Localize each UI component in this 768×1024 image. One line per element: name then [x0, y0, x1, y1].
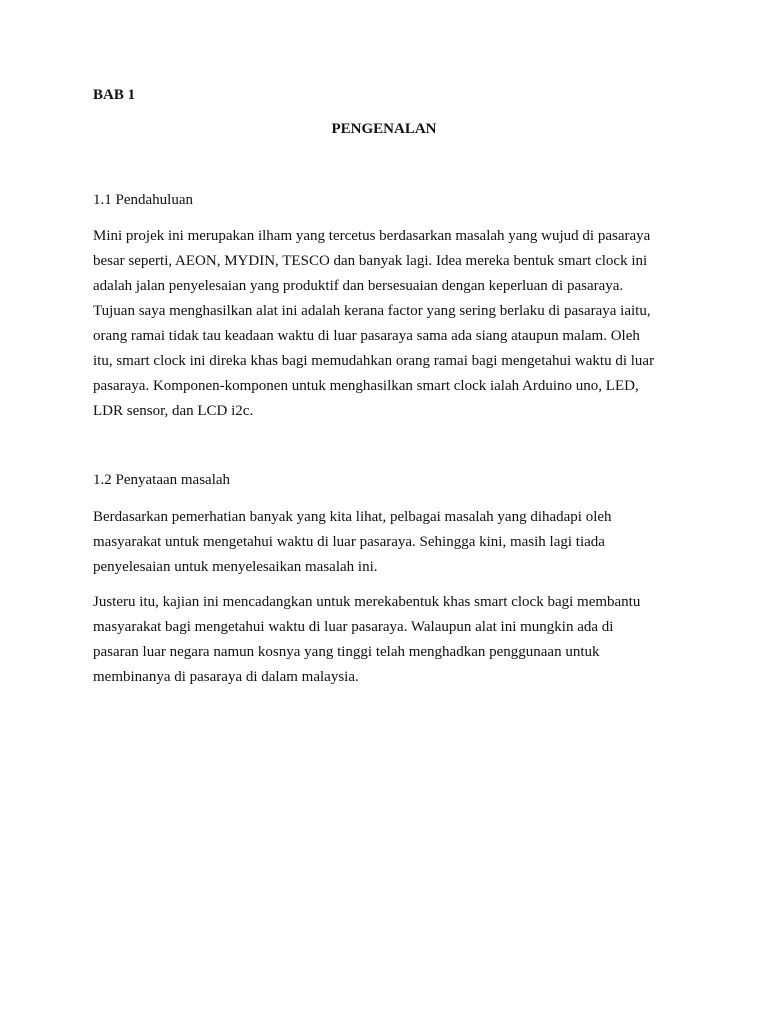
text-line: membinanya di pasaraya di dalam malaysia.: [93, 669, 359, 685]
text-line: LDR sensor, dan LCD i2c.: [93, 403, 254, 419]
text-line: pasaraya. Komponen-komponen untuk menghasilkan smart clock ialah Arduino uno, LED,: [93, 378, 639, 394]
paragraph-penyataan-masalah-2: [93, 590, 693, 690]
text-line: Berdasarkan pemerhatian banyak yang kita lihat, pelbagai masalah yang dihadapi oleh: [93, 509, 612, 525]
text-line: itu, smart clock ini direka khas bagi memudahkan orang ramai bagi mengetahui waktu di luar: [93, 353, 655, 369]
text-line: penyelesaian untuk menyelesaikan masalah ini.: [93, 559, 378, 575]
text-line: masyarakat untuk mengetahui waktu di luar pasaraya. Sehingga kini, masih lagi tiada: [93, 534, 605, 550]
page-title: PENGENALAN: [331, 121, 437, 137]
paragraph-penyataan-masalah-1: [93, 505, 693, 580]
text-line: Mini projek ini merupakan ilham yang tercetus berdasarkan masalah yang wujud di pasaraya: [93, 228, 651, 244]
text-line: besar seperti, AEON, MYDIN, TESCO dan banyak lagi. Idea mereka bentuk smart clock ini: [93, 253, 648, 269]
section-heading-penyataan-masalah: 1.2 Penyataan masalah: [93, 472, 231, 488]
text-line: Tujuan saya menghasilkan alat ini adalah kerana factor yang sering berlaku di pasaraya iaitu,: [93, 303, 651, 319]
chapter-label: BAB 1: [93, 87, 136, 103]
text-line: orang ramai tidak tau keadaan waktu di luar pasaraya sama ada siang ataupun malam. Oleh: [93, 328, 640, 344]
text-line: adalah jalan penyelesaian yang produktif dan bersesuaian dengan keperluan di pasaraya.: [93, 278, 624, 294]
section-heading-pendahuluan: 1.1 Pendahuluan: [93, 192, 193, 208]
text-line: pasaran luar negara namun kosnya yang tinggi telah menghadkan penggunaan untuk: [93, 644, 600, 660]
text-line: masyarakat bagi mengetahui waktu di luar pasaraya. Walaupun alat ini mungkin ada di: [93, 619, 614, 635]
paragraph-pendahuluan: [93, 224, 693, 424]
text-line: Justeru itu, kajian ini mencadangkan untuk merekabentuk khas smart clock bagi membantu: [93, 594, 641, 610]
